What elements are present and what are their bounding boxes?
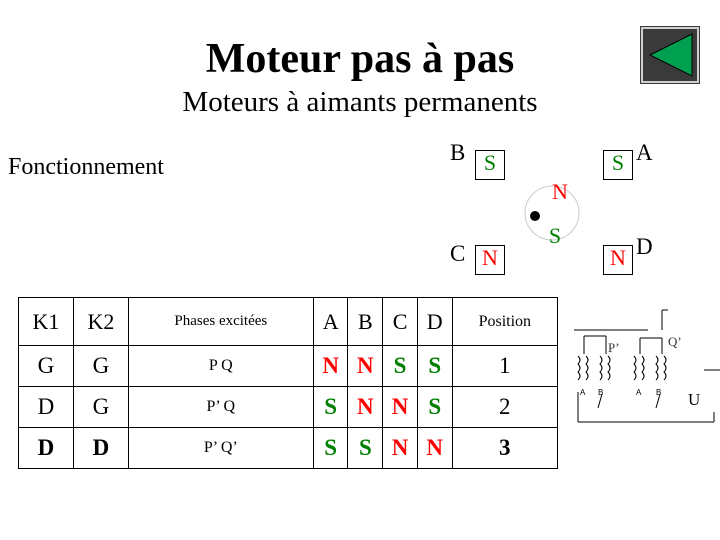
slide-title: Moteur pas à pas [205, 36, 515, 82]
cell-b: N [348, 346, 383, 387]
circuit-u-label: U [688, 390, 701, 409]
header-phases: Phases excitées [128, 298, 313, 346]
table-header-row [19, 298, 558, 346]
cell-position: 2 [452, 387, 557, 428]
cell-k2: G [73, 346, 128, 387]
cell-c: N [383, 387, 418, 428]
cell-a: S [313, 428, 348, 469]
header-c: C [383, 298, 418, 346]
header-position: Position [452, 298, 557, 346]
circuit-schematic [564, 296, 720, 436]
cell-d: N [417, 428, 452, 469]
circuit-p-prime-label: P’ [608, 340, 620, 355]
switch-label: B [656, 388, 662, 397]
cell-b: N [348, 387, 383, 428]
slide-subtitle: Moteurs à aimants permanents [182, 86, 538, 118]
phase-table [18, 297, 558, 469]
coil-c-label: C [450, 241, 466, 266]
cell-phases: P Q [128, 346, 313, 387]
table-row [19, 346, 558, 387]
coil-b-label: B [450, 140, 466, 165]
switch-label: A [580, 388, 586, 397]
cell-k2: D [73, 428, 128, 469]
table-row [19, 387, 558, 428]
cell-k2: G [73, 387, 128, 428]
pole-box-top-left: S [475, 150, 505, 180]
cell-c: N [383, 428, 418, 469]
cell-phases: P’ Q’ [128, 428, 313, 469]
cell-k1: G [19, 346, 74, 387]
rotor-north-label: N [552, 179, 568, 204]
switch-label: B [598, 388, 604, 397]
cell-k1: D [19, 428, 74, 469]
cell-position: 3 [452, 428, 557, 469]
cell-position: 1 [452, 346, 557, 387]
rotor-south-label: S [548, 223, 562, 248]
circuit-q-prime-label: Q’ [668, 334, 682, 349]
cell-k1: D [19, 387, 74, 428]
pole-box-bottom-left: N [475, 245, 505, 275]
switch-label: A [636, 388, 642, 397]
coil-d-label: D [636, 234, 653, 259]
cell-a: N [313, 346, 348, 387]
pole-box-bottom-right: N [603, 245, 633, 275]
coil-a-label: A [636, 140, 653, 165]
rotor-axis-dot [530, 211, 540, 221]
cell-phases: P’ Q [128, 387, 313, 428]
header-d: D [417, 298, 452, 346]
header-k1: K1 [19, 298, 74, 346]
header-a: A [313, 298, 348, 346]
table-row [19, 428, 558, 469]
cell-c: S [383, 346, 418, 387]
pole-box-top-right: S [603, 150, 633, 180]
cell-b: S [348, 428, 383, 469]
cell-d: S [417, 346, 452, 387]
cell-d: S [417, 387, 452, 428]
cell-a: S [313, 387, 348, 428]
header-b: B [348, 298, 383, 346]
previous-slide-button[interactable] [640, 26, 700, 84]
section-label: Fonctionnement [8, 154, 164, 180]
triangle-left-icon [640, 26, 700, 84]
header-k2: K2 [73, 298, 128, 346]
